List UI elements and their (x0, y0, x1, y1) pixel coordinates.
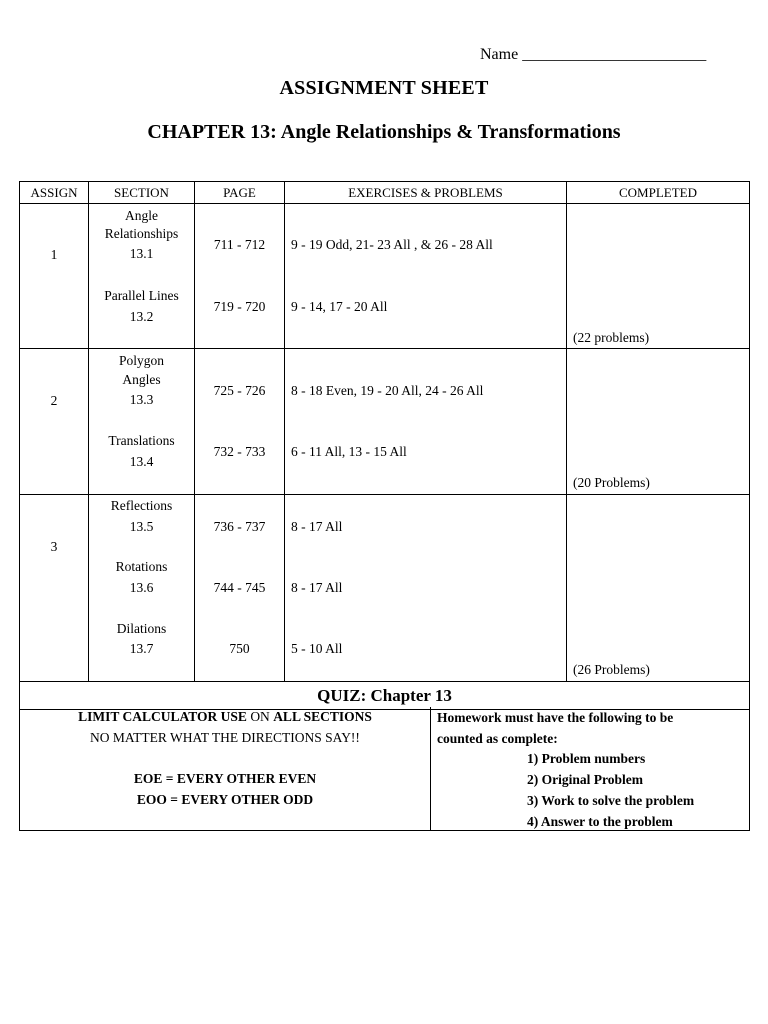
section-cell (89, 204, 195, 349)
assign-cell (20, 204, 89, 349)
table-row (20, 495, 750, 682)
section-cell (89, 349, 195, 495)
notes-row (20, 707, 750, 831)
section-name: Parallel Lines (104, 288, 179, 303)
chapter-prefix: CHAPTER 13: (147, 121, 277, 143)
chapter-name: Angle Relationships & Transformations (280, 121, 621, 143)
notes-table (19, 707, 750, 831)
section-name: Angles (122, 372, 161, 387)
requirement-item: 2) Original Problem (527, 772, 643, 787)
homework-heading: counted as complete: (437, 731, 558, 746)
section-number: 13.4 (129, 454, 154, 469)
quiz-row (20, 682, 750, 710)
section-name: Rotations (115, 559, 168, 574)
section-name: Translations (108, 433, 175, 448)
section-name: Reflections (110, 498, 173, 513)
table-header-row (20, 182, 750, 204)
col-header-completed: COMPLETED (567, 182, 750, 204)
page-range: 725 - 726 (213, 383, 266, 398)
assign-number: 3 (50, 539, 58, 554)
section-number: 13.6 (129, 580, 154, 595)
section-number: 13.3 (129, 392, 154, 407)
exercises-cell (285, 349, 567, 495)
calculator-notes (20, 707, 431, 831)
problem-count: (20 Problems) (573, 475, 650, 490)
homework-heading: Homework must have the following to be (437, 710, 674, 725)
quiz-label: QUIZ: Chapter 13 (20, 682, 750, 710)
calc-all-sections-text: ALL SECTIONS (273, 709, 372, 724)
assignment-sheet-title: ASSIGNMENT SHEET (279, 77, 489, 99)
page-range: 744 - 745 (213, 580, 266, 595)
section-name: Relationships (104, 226, 179, 241)
exercise-list: 9 - 19 Odd, 21- 23 All , & 26 - 28 All (291, 237, 493, 252)
section-number: 13.7 (129, 641, 154, 656)
exercises-cell (285, 495, 567, 682)
requirement-item: 1) Problem numbers (527, 751, 646, 766)
section-name: Angle (125, 208, 158, 223)
name-field-label: Name _______________________ (480, 46, 707, 63)
section-number: 13.1 (129, 246, 154, 261)
page-range: 719 - 720 (213, 299, 266, 314)
eoo-definition: EOO = EVERY OTHER ODD (136, 792, 314, 807)
table-row (20, 349, 750, 495)
chapter-title (0, 121, 768, 144)
exercise-list: 8 - 18 Even, 19 - 20 All, 24 - 26 All (291, 383, 484, 398)
page-range: 732 - 733 (213, 444, 266, 459)
eoe-definition: EOE = EVERY OTHER EVEN (133, 771, 317, 786)
exercise-list: 9 - 14, 17 - 20 All (291, 299, 388, 314)
exercise-list: 6 - 11 All, 13 - 15 All (291, 444, 407, 459)
page-range: 750 (229, 641, 250, 656)
assign-number: 2 (50, 393, 58, 408)
page-cell (195, 495, 285, 682)
page-cell (195, 204, 285, 349)
page-range: 736 - 737 (213, 519, 266, 534)
completed-cell (567, 204, 750, 349)
exercise-list: 8 - 17 All (291, 580, 343, 595)
col-header-page: PAGE (195, 182, 285, 204)
exercise-list: 8 - 17 All (291, 519, 343, 534)
col-header-section: SECTION (89, 182, 195, 204)
section-number: 13.5 (129, 519, 154, 534)
section-name: Polygon (118, 353, 164, 368)
completed-cell (567, 495, 750, 682)
assignment-table (19, 181, 750, 710)
page-cell (195, 349, 285, 495)
exercises-cell (285, 204, 567, 349)
calc-limit-text: LIMIT CALCULATOR USE (78, 709, 247, 724)
assign-cell (20, 349, 89, 495)
exercise-list: 5 - 10 All (291, 641, 343, 656)
section-cell (89, 495, 195, 682)
directions-line: NO MATTER WHAT THE DIRECTIONS SAY!! (90, 730, 360, 745)
col-header-assign: ASSIGN (20, 182, 89, 204)
col-header-exercises: EXERCISES & PROBLEMS (285, 182, 567, 204)
assign-cell (20, 495, 89, 682)
problem-count: (26 Problems) (573, 662, 650, 677)
calc-on-text: ON (246, 709, 274, 724)
requirement-item: 3) Work to solve the problem (527, 793, 695, 808)
table-row (20, 204, 750, 349)
calculator-limit-line (20, 709, 430, 725)
completed-cell (567, 349, 750, 495)
problem-count: (22 problems) (573, 330, 650, 345)
section-number: 13.2 (129, 309, 154, 324)
requirement-item: 4) Answer to the problem (527, 814, 673, 829)
assign-number: 1 (50, 247, 58, 262)
section-name: Dilations (116, 621, 167, 636)
page-range: 711 - 712 (213, 237, 266, 252)
homework-requirements (431, 707, 750, 831)
